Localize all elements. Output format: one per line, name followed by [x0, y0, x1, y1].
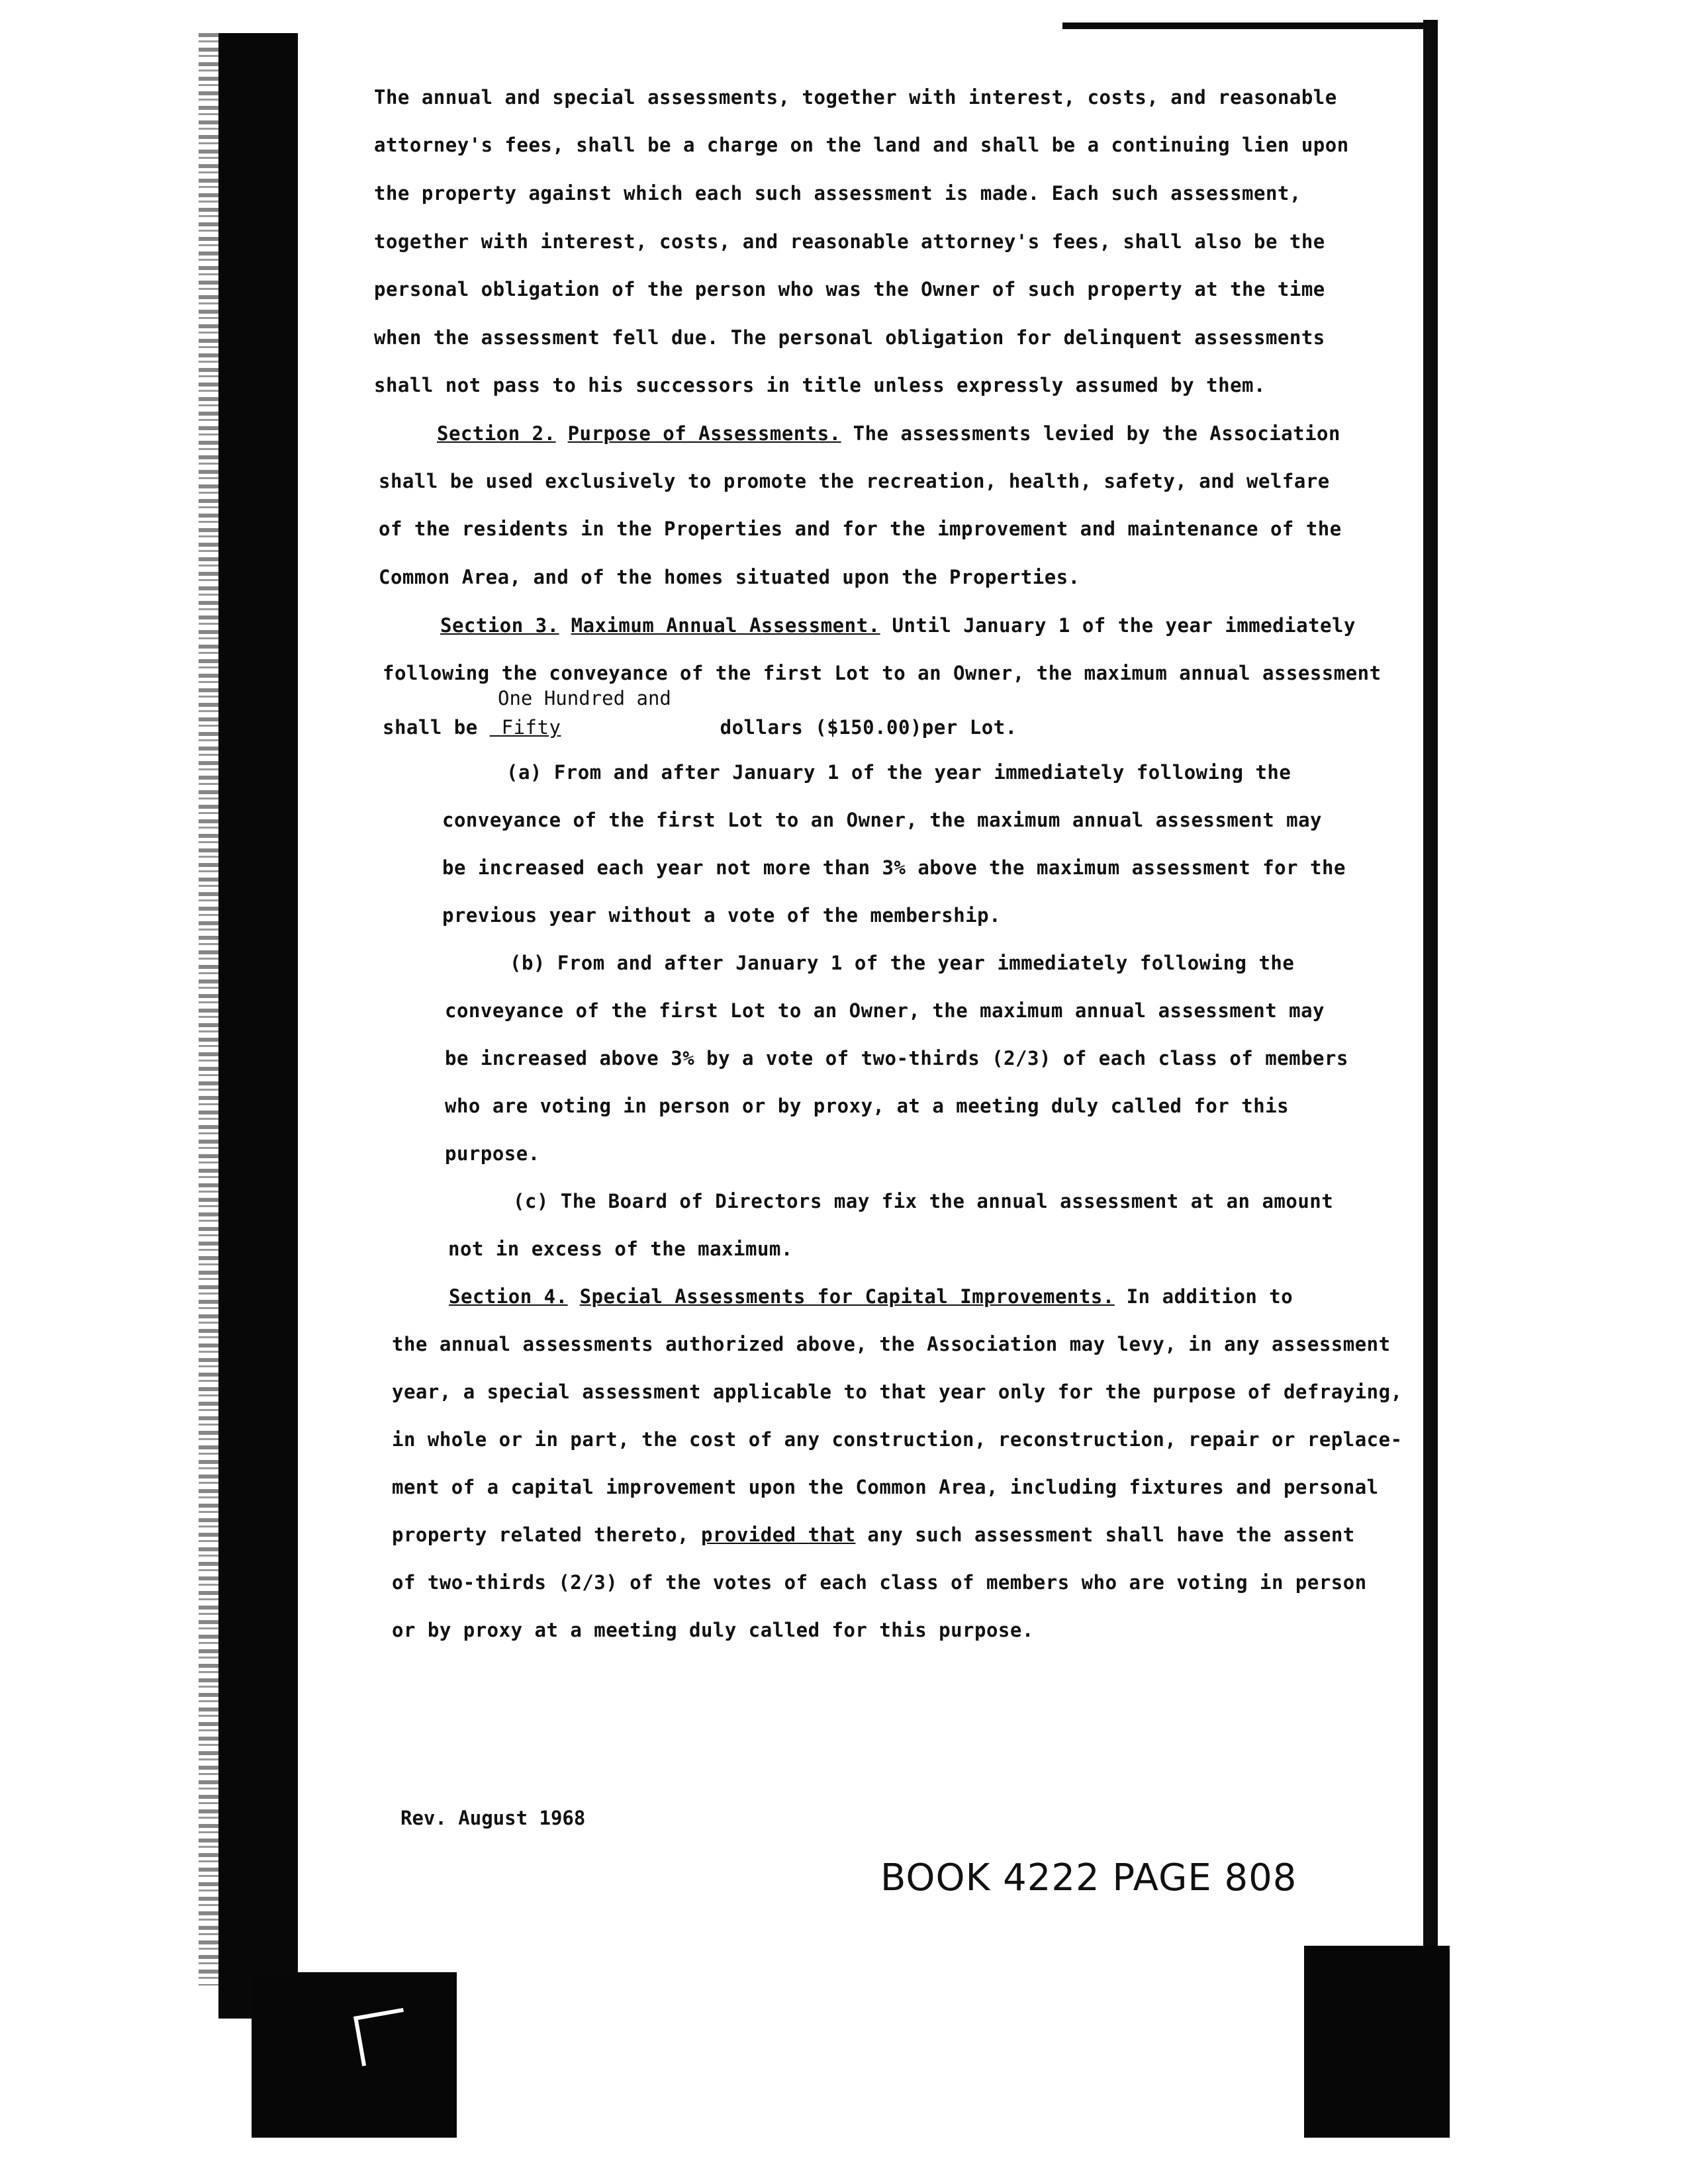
text-line: (b) From and after January 1 of the year immediately following the	[510, 952, 1295, 974]
text-line: following the conveyance of the first Lot to an Owner, the maximum annual assessment	[383, 662, 1382, 684]
text-line: shall be used exclusively to promote the recreation, health, safety, and welfare	[379, 470, 1330, 492]
handwritten-amount-words: One Hundred and	[498, 687, 671, 709]
text-line: purpose.	[445, 1142, 540, 1165]
scan-bottom-left-block	[252, 1972, 457, 2138]
text-line: of two-thirds (2/3) of the votes of each class of members who are voting in person	[392, 1571, 1367, 1594]
text-line: when the assessment fell due. The personal obligation for delinquent assessments	[374, 326, 1325, 349]
section-2-heading: Section 2.	[437, 422, 556, 445]
section-2-first-line: Section 2. Purpose of Assessments. The assessments levied by the Association	[437, 422, 1340, 445]
section-3-heading: Section 3.	[440, 614, 559, 637]
text-line: conveyance of the first Lot to an Owner, the maximum annual assessment may	[445, 999, 1325, 1022]
text-line: who are voting in person or by proxy, at a meeting duly called for this	[445, 1095, 1289, 1117]
book-page-stamp: BOOK 4222 PAGE 808	[880, 1856, 1297, 1899]
text-line: together with interest, costs, and reasonable attorney's fees, shall also be the	[374, 230, 1325, 253]
text-line: not in excess of the maximum.	[448, 1238, 793, 1260]
section-3-first-line: Section 3. Maximum Annual Assessment. Until January 1 of the year immediately	[440, 614, 1356, 637]
section-2-title: Purpose of Assessments.	[567, 422, 841, 445]
text-line: the property against which each such assessment is made. Each such assessment,	[374, 182, 1301, 205]
text-line: The annual and special assessments, together with interest, costs, and reasonable	[374, 86, 1337, 109]
section-3-title: Maximum Annual Assessment.	[571, 614, 880, 637]
amount-blank: Fifty	[501, 716, 561, 739]
text-line: or by proxy at a meeting duly called for this purpose.	[392, 1619, 1034, 1641]
revision-date: Rev. August 1968	[400, 1807, 586, 1829]
section-4-heading: Section 4.	[449, 1285, 568, 1308]
text-line: previous year without a vote of the membership.	[442, 904, 1002, 927]
text-line: the annual assessments authorized above, the Association may levy, in any assessment	[392, 1333, 1391, 1355]
text-line: attorney's fees, shall be a charge on the land and shall be a continuing lien upon	[374, 134, 1349, 156]
section-4-title: Special Assessments for Capital Improvements.	[579, 1285, 1115, 1308]
scan-left-margin-bar	[218, 33, 298, 2019]
text-line: be increased each year not more than 3% above the maximum assessment for the	[442, 856, 1346, 879]
text-line: year, a special assessment applicable to that year only for the purpose of defraying,	[392, 1381, 1403, 1403]
corner-mark	[353, 2008, 412, 2066]
text-line: be increased above 3% by a vote of two-thirds (2/3) of each class of members	[445, 1047, 1348, 1069]
scan-right-margin-bar	[1423, 20, 1438, 2005]
text-line: of the residents in the Properties and for the improvement and maintenance of the	[379, 518, 1342, 540]
scan-top-rule	[1062, 23, 1433, 29]
assessment-amount-line: shall be Fifty dollars ($150.00)per Lot.	[383, 716, 1017, 739]
text-line: (c) The Board of Directors may fix the annual assessment at an amount	[513, 1190, 1334, 1212]
text-line: conveyance of the first Lot to an Owner, the maximum annual assessment may	[442, 809, 1323, 831]
text-line: ment of a capital improvement upon the Common Area, including fixtures and personal	[392, 1476, 1379, 1498]
scan-bottom-right-block	[1304, 1946, 1450, 2138]
text-line: personal obligation of the person who was the Owner of such property at the time	[374, 278, 1325, 300]
section-4-first-line: Section 4. Special Assessments for Capital Improvements. In addition to	[449, 1285, 1293, 1308]
text-line: Common Area, and of the homes situated upon the Properties.	[379, 566, 1080, 588]
provided-that-line: property related thereto, provided that any such assessment shall have the assent	[392, 1524, 1355, 1546]
provided-that: provided that	[700, 1524, 856, 1546]
text-line: shall not pass to his successors in title unless expressly assumed by them.	[374, 374, 1266, 396]
text-line: (a) From and after January 1 of the year immediately following the	[506, 761, 1291, 784]
text-line: in whole or in part, the cost of any construction, reconstruction, repair or replace-	[392, 1428, 1403, 1451]
